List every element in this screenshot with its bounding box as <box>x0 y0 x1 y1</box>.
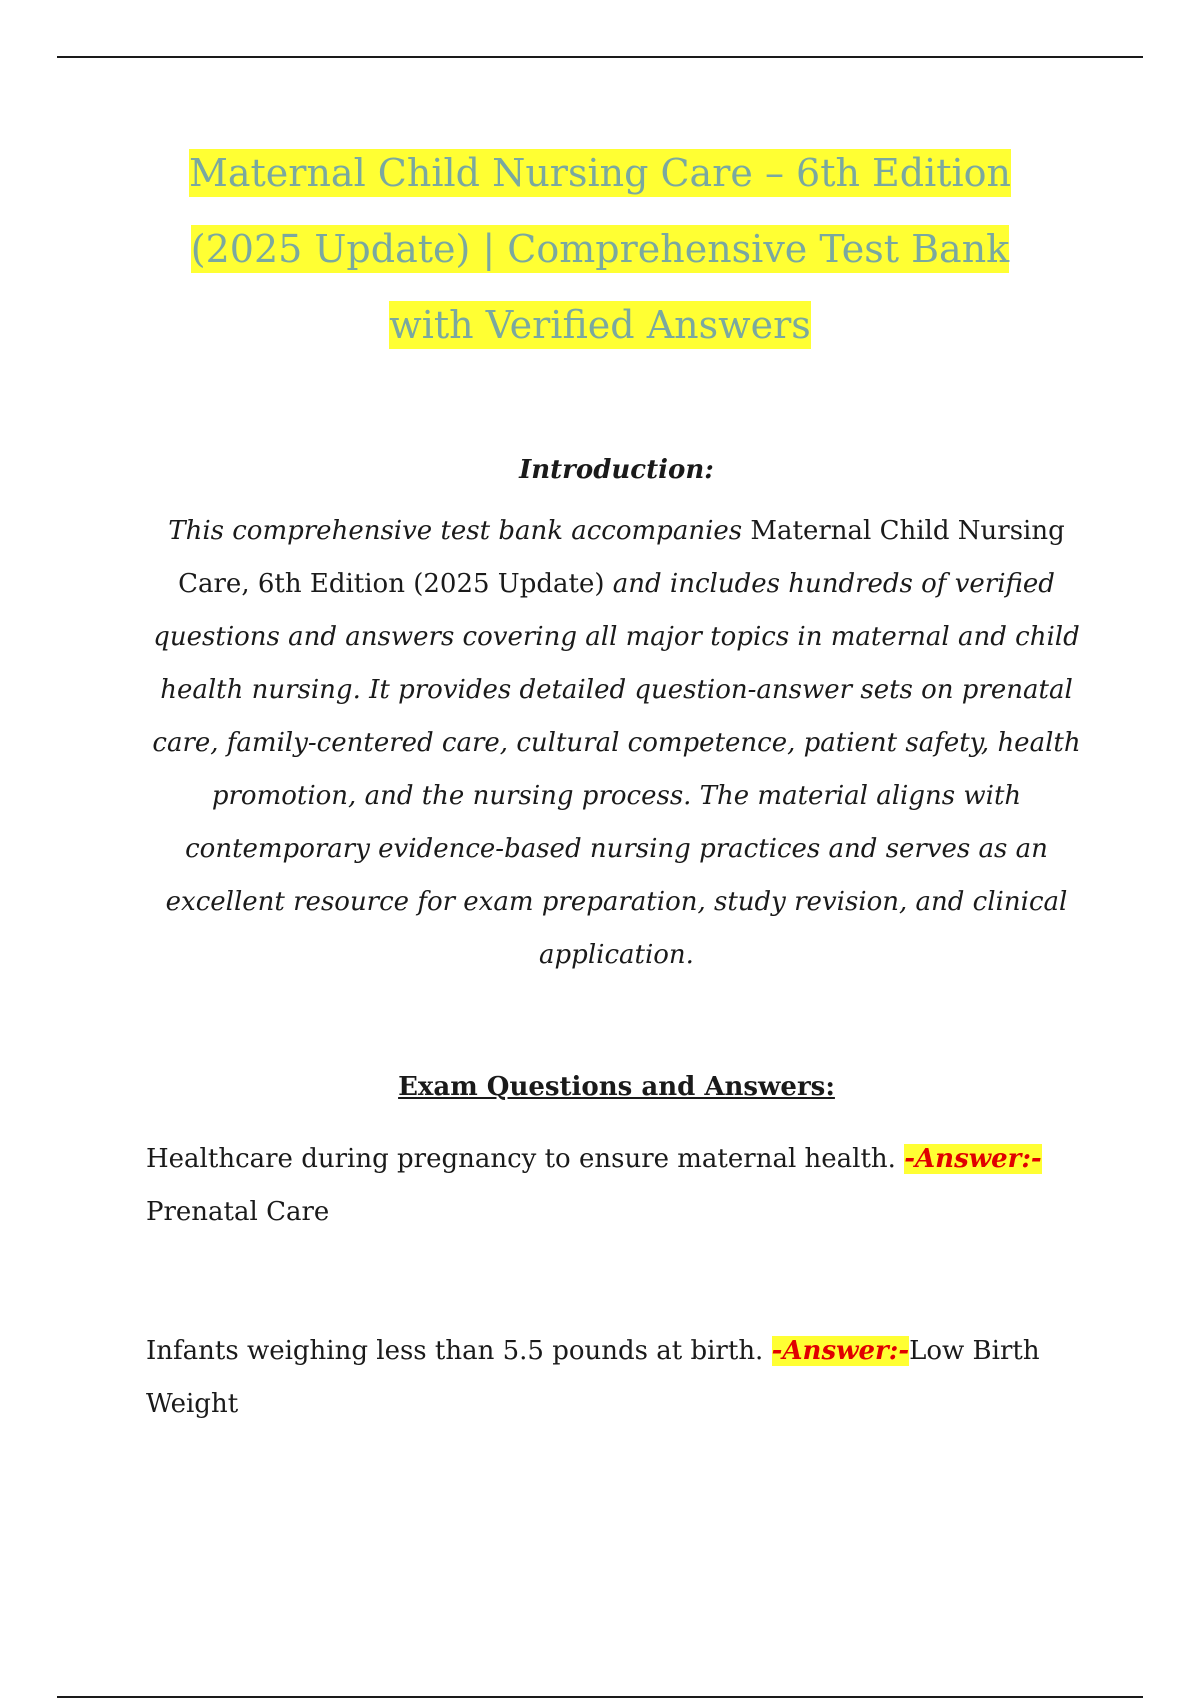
answer-marker: -Answer:- <box>904 1144 1042 1174</box>
exam-heading: Exam Questions and Answers: <box>398 1072 835 1102</box>
top-rule <box>57 56 1143 58</box>
answer-text: Low Birth Weight <box>146 1336 1040 1419</box>
question-item <box>146 1325 1066 1431</box>
question-text: Infants weighing less than 5.5 pounds at birth. <box>146 1336 764 1366</box>
bottom-rule <box>57 1696 1143 1698</box>
question-item <box>146 1133 1066 1239</box>
answer-marker: -Answer:- <box>771 1336 910 1366</box>
title-line-2: (2025 Update) | Comprehensive Test Bank <box>190 227 1010 271</box>
intro-text-part-1: This comprehensive test bank accompanies <box>168 516 743 546</box>
title-line-1: Maternal Child Nursing Care – 6th Edition <box>188 151 1012 195</box>
title-line-3: with Verified Answers <box>389 303 811 347</box>
question-text: Healthcare during pregnancy to ensure maternal health. <box>146 1144 896 1174</box>
document-title <box>150 135 1050 363</box>
intro-text-part-2: and includes hundreds of verified questions and answers covering all major topics in maternal and child health nursing. It provides detailed question-answer sets on prenatal care, family-centered care, cultural competence, patient safety, health promotion, and the nursing process. The material aligns with contemporary evidence-based nursing practices and serves as an excellent resource for exam preparation, study revision, and clinical application. <box>152 569 1081 970</box>
introduction-heading: Introduction: <box>519 455 714 485</box>
introduction-paragraph <box>150 505 1083 982</box>
answer-text: Prenatal Care <box>146 1197 330 1227</box>
intro-book-title: Maternal Child Nursing Care, 6th Edition (2025 Update) <box>178 516 1065 599</box>
